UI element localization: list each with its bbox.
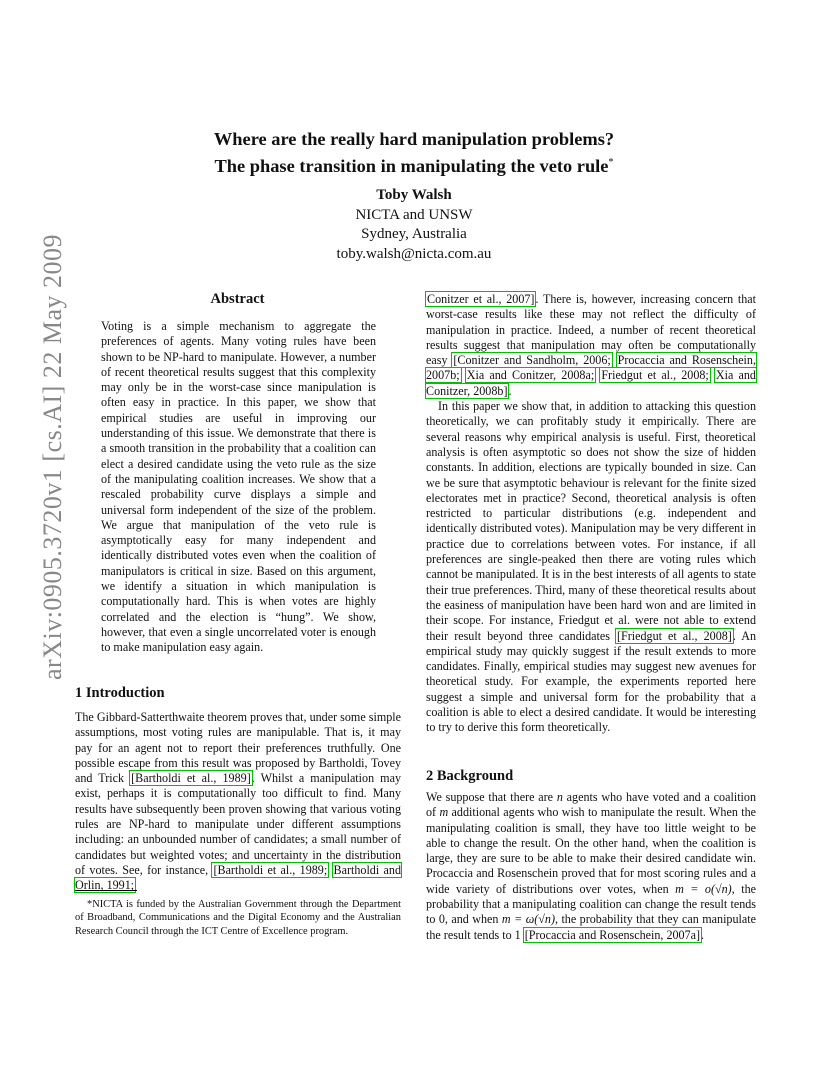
intro-heading: 1 Introduction — [75, 685, 165, 701]
title-line-2: The phase transition in manipulating the veto rule* — [214, 156, 614, 177]
footnote-rule — [75, 890, 137, 891]
title-line-1: Where are the really hard manipulation problems? — [213, 129, 615, 149]
abstract-heading: Abstract — [210, 291, 265, 307]
paper-title — [0, 128, 828, 178]
intro-body — [75, 710, 401, 894]
title-footnote-mark: * — [608, 157, 614, 168]
author-block — [0, 186, 828, 264]
intro-paragraph-cont: Conitzer et al., 2007]. There is, however, increasing concern that worst-case results like these may not reflect the difficulty of manipulation in practice. Indeed, a number of recent theoretical results suggest that manipulation may often be computationally easy [Conitzer and Sandholm, 2006; Procaccia and Rosenschein, 2007b; Xia and Conitzer, 2008a; Friedgut et al., 2008; Xia and Conitzer, 2008b]. — [426, 292, 756, 398]
intro-continuation — [426, 292, 756, 736]
citation-link[interactable]: Conitzer et al., 2007] — [427, 292, 535, 306]
citation-link[interactable]: [Procaccia and Rosenschein, 2007a] — [524, 927, 701, 942]
citation-link[interactable]: Xia and Conitzer, 2008b] — [426, 368, 756, 398]
citation-link[interactable]: Bartholdi and Orlin, 1991; — [75, 862, 401, 893]
citation-link[interactable]: Xia and Conitzer, 2008a; — [466, 368, 595, 383]
background-body — [426, 790, 756, 943]
citation-link[interactable]: [Bartholdi et al., 1989] — [131, 771, 251, 786]
intro-paragraph: The Gibbard-Satterthwaite theorem proves that, under some simple assumptions, most voting rules are manipulable. That is, it may pay for an agent not to report their preferences truthfully. One possible escape from this result was proposed by Bartholdi, Tovey and Trick [Bartholdi et al., 1989]. Whilst a manipulation may exist, perhaps it is computationally too difficult to find. Many results have subsequently been proven showing that various voting rules are NP-hard to manipulate under different assumptions including: an unbounded number of candidates; a small number of candidates but weighted votes; and uncertainty in the distribution of votes. See, for instance, [Bartholdi et al., 1989; Bartholdi and Orlin, 1991; — [75, 710, 401, 893]
author-name: Toby Walsh — [376, 187, 452, 203]
footnote-text: *NICTA is funded by the Australian Government through the Department of Broadband, Communications and the Digital Economy and the Australian Research Council through the ICT Centre of Excellence program. — [75, 899, 401, 937]
citation-link[interactable]: Procaccia and Rosenschein, 2007b; — [426, 353, 756, 383]
citation-link[interactable]: Friedgut et al., 2008; — [601, 368, 709, 383]
citation-link[interactable]: [Conitzer and Sandholm, 2006; — [453, 353, 611, 368]
footnote — [75, 898, 401, 938]
abstract-text: Voting is a simple mechanism to aggregate the preferences of agents. Many voting rules have been shown to be NP-hard to manipulate. However, a number of recent theoretical results suggest that this complexity may only be in the worst-case since manipulation is often easy in practice. In this paper, we show that empirical studies are useful in improving our understanding of this issue. We demonstrate that there is a smooth transition in the probability that a coalition can elect a desired candidate using the veto rule as the size of the manipulating coalition increases. We show that a rescaled probability curve displays a simple and universal form independent of the size of the problem. We argue that manipulation of the veto rule is asymptotically easy for many independent and identically distributed votes even when the coalition of manipulators is critical in size. Based on this argument, we identify a situation in which manipulation is computationally hard. This is when votes are highly correlated and the election is “hung”. We show, however, that even a single uncorrelated voter is enough to make manipulation easy again. — [101, 319, 376, 655]
intro-paragraph-2: In this paper we show that, in addition to attacking this question theoretically, we can profitably study it empirically. There are several reasons why empirical analysis is useful. First, theoretical analysis is often asymptotic so does not show the size of hidden constants. In addition, elections are typically bounded in size. Can we be sure that asymptotic behaviour is relevant for the finite sized electorates met in practice? Second, theoretical analysis is often restricted to particular distributions (e.g. independent and identically distributed votes). Manipulation may be very different in practice due to correlations between votes. For instance, if all preferences are single-peaked then there are voting rules which cannot be manipulated. It is in the best interests of all agents to state their true preferences. Third, many of these theoretical results about the easiness of manipulation have been hard won and are limited in their scope. For instance, Friedgut et al. were not able to extend their result beyond three candidates [Friedgut et al., 2008]. An empirical study may quickly suggest if the result extends to more candidates. Finally, empirical studies may suggest new avenues for theoretical study. For example, the experiments reported here suggest a simple and universal form for the probability that a coalition is able to elect a desired candidate. It would be interesting to try to derive this form theoretically. — [426, 399, 756, 735]
author-location: Sydney, Australia — [361, 226, 467, 242]
author-affiliation: NICTA and UNSW — [355, 206, 473, 223]
abstract-body — [101, 319, 376, 656]
author-email: toby.walsh@nicta.com.au — [336, 245, 492, 262]
arxiv-stamp: arXiv:0905.3720v1 [cs.AI] 22 May 2009 — [38, 234, 67, 680]
citation-link[interactable]: [Friedgut et al., 2008] — [617, 628, 732, 643]
citation-link[interactable]: [Bartholdi et al., 1989; — [213, 862, 328, 877]
background-paragraph: We suppose that there are n agents who have voted and a coalition of m additional agents who wish to manipulate the result. When the manipulating coalition is small, they have too little weight to be able to change the result. On the other hand, when the coalition is large, they are sure to be able to make their desired candidate win. Procaccia and Rosenschein proved that for most scoring rules and a wide variety of distributions over votes, when m = o(√n), the probability that a manipulating coalition can change the result tends to 0, and when m = ω(√n), the probability that they can manipulate the result tends to 1 [Procaccia and Rosenschein, 2007a]. — [426, 790, 757, 942]
background-heading: 2 Background — [426, 768, 514, 784]
